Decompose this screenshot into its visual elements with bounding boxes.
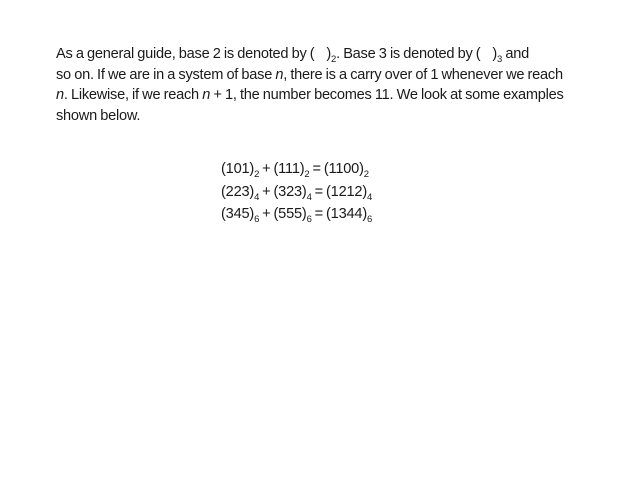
example-row: $(101)_2 + (111)_2 = (1100)_2$ xyxy=(221,161,369,180)
intro-paragraph xyxy=(56,44,586,126)
paragraph-line-2: so on. If we are in a system of base n, there is a carry over of 1 whenever we reach xyxy=(56,66,563,83)
paragraph-line-3: n. Likewise, if we reach n + 1, the number becomes 11. We look at some examples xyxy=(56,87,564,103)
examples-block xyxy=(221,158,372,226)
example-row: $(345)_6 + (555)_6 = (1344)_6$ xyxy=(221,206,373,225)
variable-n: n xyxy=(202,87,211,103)
text-base2-intro: As a general guide, base 2 is denoted by ( xyxy=(56,46,315,62)
text-base3-intro: . Base 3 is denoted by ( xyxy=(336,46,481,62)
paragraph-line-1: As a general guide, base 2 is denoted by ( )$_2$. Base 3 is denoted by ( )$_3$ and xyxy=(56,46,530,65)
subscript-base-2: 2 xyxy=(331,54,337,65)
variable-n: n xyxy=(275,66,284,83)
example-row: $(223)_4 + (323)_4 = (1212)_4$ xyxy=(221,183,373,203)
paragraph-line-4: shown below. xyxy=(56,107,141,124)
variable-n: n xyxy=(56,87,64,103)
subscript-base-3: 3 xyxy=(497,54,503,65)
